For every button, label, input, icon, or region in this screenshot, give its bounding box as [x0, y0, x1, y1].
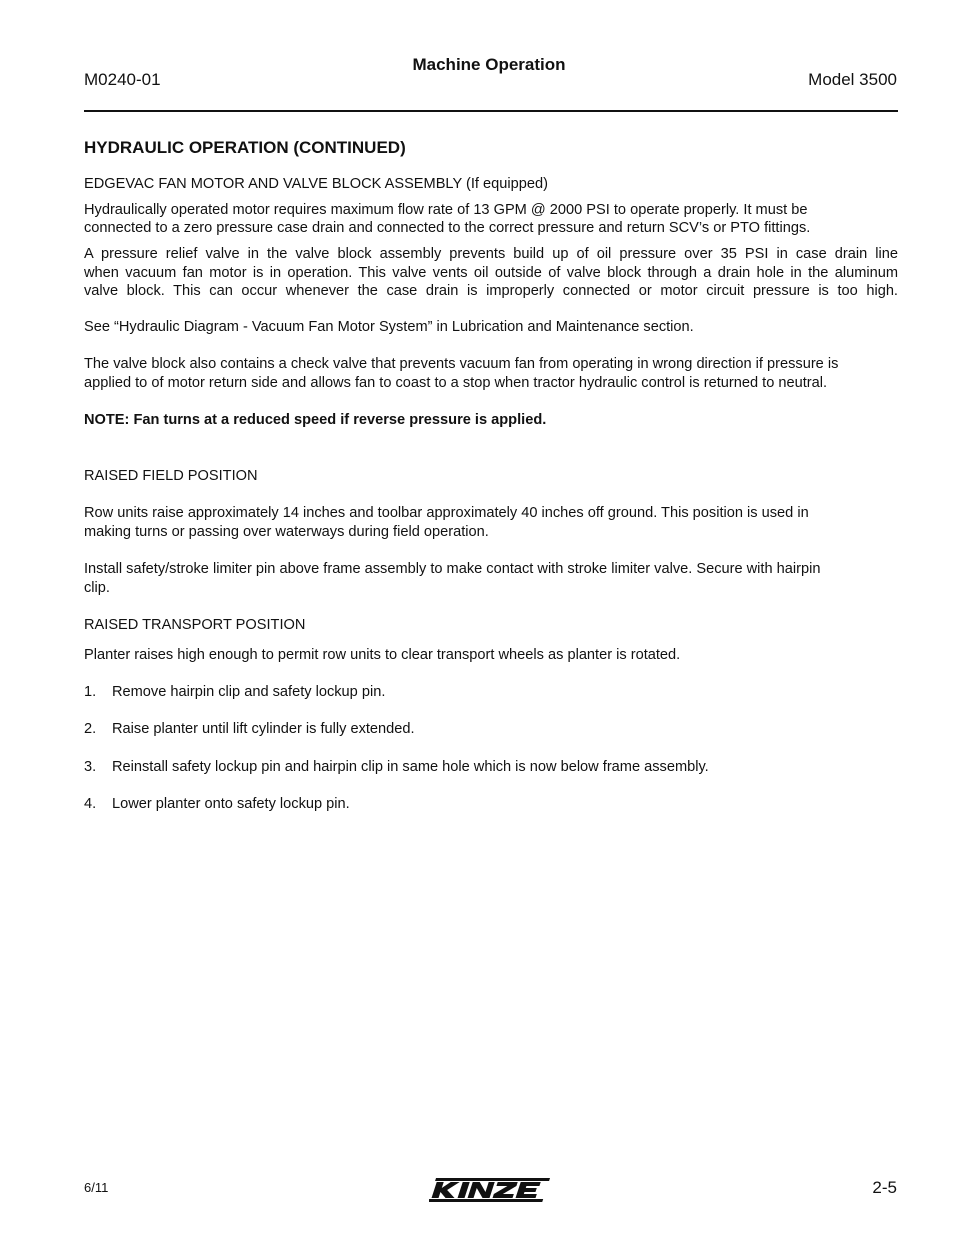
- step-text: Raise planter until lift cylinder is fully extended.: [112, 721, 415, 737]
- section-title: Machine Operation: [412, 55, 566, 74]
- raised-field-paragraph-1-line-1: Row units raise approximately 14 inches and toolbar approximately 40 inches off ground. This position is used in: [84, 505, 809, 521]
- document-number: M0240-01: [84, 70, 161, 89]
- revision-date: 6/11: [84, 1180, 109, 1195]
- edgevac-paragraph-2-line-3: valve block. This can occur whenever the case drain is improperly connected or motor circuit pressure is too high.: [84, 283, 898, 299]
- edgevac-paragraph-1-line-2: connected to a zero pressure case drain and connected to the correct pressure and return SCV’s or PTO fittings.: [84, 220, 811, 236]
- edgevac-paragraph-1-line-1: Hydraulically operated motor requires maximum flow rate of 13 GPM @ 2000 PSI to operate properly. It must be: [84, 202, 808, 218]
- edgevac-paragraph-2-line-2: when vacuum fan motor is in operation. This valve vents oil outside of valve block through a drain hole in the aluminum: [84, 265, 898, 281]
- edgevac-note: NOTE: Fan turns at a reduced speed if reverse pressure is applied.: [84, 412, 547, 428]
- kinze-logo: [429, 1175, 551, 1205]
- step-number: 2.: [84, 721, 97, 737]
- step-text: Remove hairpin clip and safety lockup pin.: [112, 684, 386, 700]
- edgevac-paragraph-2-line-1: A pressure relief valve in the valve block assembly prevents build up of oil pressure over 35 PSI in case drain line: [84, 246, 898, 262]
- header-divider: [84, 110, 898, 112]
- model-label: Model 3500: [808, 70, 897, 89]
- raised-field-paragraph-2-line-2: clip.: [84, 580, 110, 596]
- edgevac-paragraph-4-line-1: The valve block also contains a check valve that prevents vacuum fan from operating in wrong direction if pressure is: [84, 356, 839, 372]
- edgevac-paragraph-3: See “Hydraulic Diagram - Vacuum Fan Motor System” in Lubrication and Maintenance section.: [84, 319, 694, 335]
- step-number: 3.: [84, 759, 97, 775]
- step-number: 4.: [84, 796, 97, 812]
- edgevac-subheading: EDGEVAC FAN MOTOR AND VALVE BLOCK ASSEMBLY (If equipped): [84, 176, 548, 192]
- step-number: 1.: [84, 684, 97, 700]
- step-text: Reinstall safety lockup pin and hairpin clip in same hole which is now below frame assembly.: [112, 759, 709, 775]
- raised-field-paragraph-2-line-1: Install safety/stroke limiter pin above frame assembly to make contact with stroke limiter valve. Secure with hairpin: [84, 561, 821, 577]
- page-number: 2-5: [872, 1178, 897, 1197]
- raised-transport-intro: Planter raises high enough to permit row units to clear transport wheels as planter is rotated.: [84, 647, 681, 663]
- edgevac-paragraph-4-line-2: applied to of motor return side and allows fan to coast to a stop when tractor hydraulic control is returned to neutral.: [84, 375, 828, 391]
- raised-transport-subheading: RAISED TRANSPORT POSITION: [84, 617, 306, 633]
- step-text: Lower planter onto safety lockup pin.: [112, 796, 350, 812]
- raised-field-paragraph-1-line-2: making turns or passing over waterways during field operation.: [84, 524, 489, 540]
- page-heading: HYDRAULIC OPERATION (CONTINUED): [84, 138, 406, 157]
- raised-field-subheading: RAISED FIELD POSITION: [84, 468, 258, 484]
